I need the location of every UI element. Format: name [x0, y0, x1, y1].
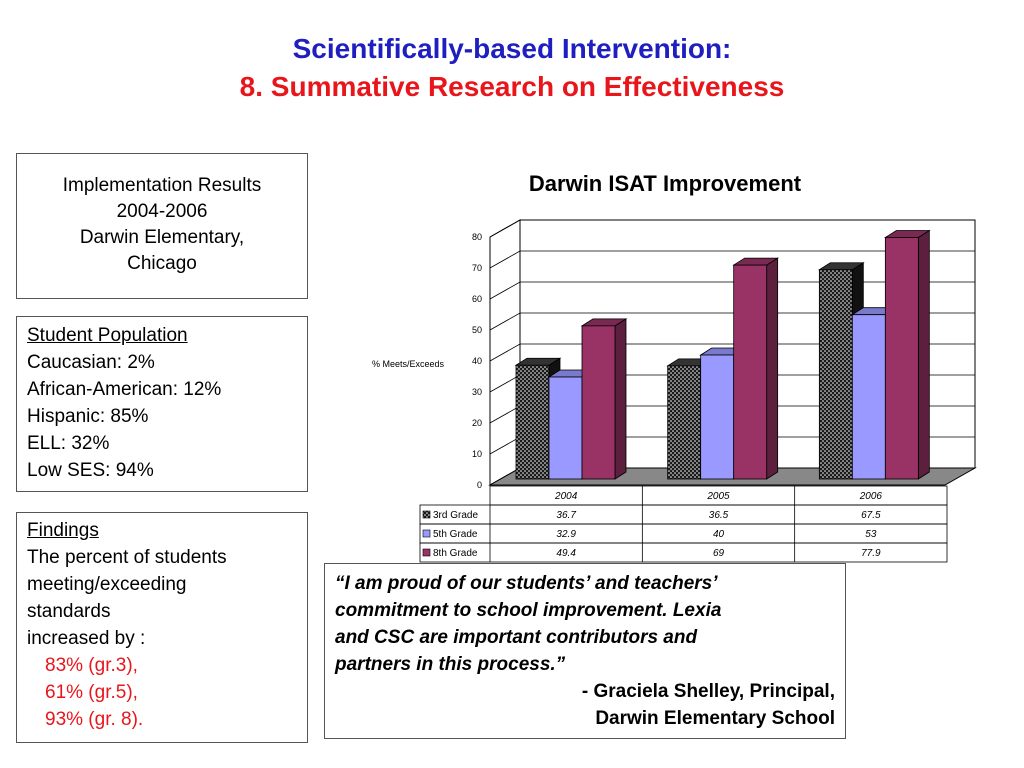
title-line-1: Scientifically-based Intervention: — [292, 33, 732, 64]
legend-swatch — [423, 530, 430, 537]
y-tick-label: 60 — [471, 294, 482, 304]
bar-side — [767, 258, 778, 479]
impl-line: Chicago — [127, 253, 197, 274]
population-line: Caucasian: 2% — [27, 352, 155, 373]
findings-highlight: 93% (gr. 8). — [45, 709, 144, 730]
principal-quote-box — [324, 563, 846, 739]
legend-label: 5th Grade — [433, 529, 478, 540]
y-tick-label: 50 — [471, 325, 482, 335]
bar-side — [918, 231, 929, 479]
findings-line: standards — [27, 601, 111, 622]
bar — [734, 265, 767, 479]
bar — [516, 365, 549, 479]
y-tick-label: 10 — [471, 449, 482, 459]
x-category-label: 2004 — [555, 491, 578, 502]
population-line: ELL: 32% — [27, 433, 110, 454]
y-tick-label: 80 — [471, 232, 482, 242]
quote-attribution: Darwin Elementary School — [595, 708, 835, 729]
data-label: 49.4 — [556, 548, 576, 559]
data-label: 36.5 — [708, 510, 729, 521]
data-label: 77.9 — [861, 548, 881, 559]
data-label: 69 — [712, 548, 725, 559]
findings-highlight: 61% (gr.5), — [45, 682, 138, 703]
population-line: African-American: 12% — [27, 379, 222, 400]
legend-swatch — [423, 549, 430, 556]
legend-swatch — [423, 511, 430, 518]
y-tick-label: 20 — [471, 418, 482, 428]
implementation-results-box — [16, 153, 308, 299]
impl-line: Darwin Elementary, — [79, 227, 245, 248]
findings-highlight: 83% (gr.3), — [45, 655, 138, 676]
x-category-label: 2005 — [707, 491, 730, 502]
findings-line: The percent of students — [27, 547, 227, 568]
x-category-label: 2006 — [859, 491, 882, 502]
population-heading: Student Population — [27, 325, 188, 346]
data-label: 40 — [712, 529, 725, 540]
findings-line: increased by : — [27, 628, 146, 649]
quote-line: partners in this process.” — [335, 654, 566, 675]
findings-heading: Findings — [27, 520, 99, 541]
impl-line: 2004-2006 — [116, 201, 208, 222]
y-tick-label: 40 — [471, 356, 482, 366]
bar-side — [615, 319, 626, 479]
quote-attribution: - Graciela Shelley, Principal, — [581, 681, 835, 702]
data-label: 67.5 — [861, 510, 881, 521]
data-label: 53 — [865, 529, 877, 540]
y-tick-label: 70 — [471, 263, 482, 273]
bar — [852, 315, 885, 479]
student-population-box — [16, 316, 308, 492]
chart-title: Darwin ISAT Improvement — [528, 171, 802, 196]
population-line: Hispanic: 85% — [27, 406, 149, 427]
y-tick-label: 0 — [476, 480, 482, 490]
bar — [819, 270, 852, 479]
findings-line: meeting/exceeding — [27, 574, 187, 595]
bar — [549, 377, 582, 479]
quote-line: commitment to school improvement. Lexia — [335, 600, 722, 621]
bar — [582, 326, 615, 479]
bar — [668, 366, 701, 479]
bar — [701, 355, 734, 479]
legend-label: 8th Grade — [433, 548, 478, 559]
quote-line: “I am proud of our students’ and teachers’ — [335, 573, 718, 594]
y-tick-label: 30 — [471, 387, 482, 397]
impl-line: Implementation Results — [62, 175, 262, 196]
data-label: 32.9 — [556, 529, 576, 540]
y-axis-label: % Meets/Exceeds — [371, 359, 445, 369]
findings-box — [16, 512, 308, 743]
population-line: Low SES: 94% — [27, 460, 154, 481]
data-label: 36.7 — [556, 510, 576, 521]
bar — [885, 238, 918, 479]
legend-label: 3rd Grade — [433, 510, 479, 521]
isat-bar-chart — [350, 160, 990, 600]
title-line-2: 8. Summative Research on Effectiveness — [239, 71, 785, 102]
quote-line: and CSC are important contributors and — [335, 627, 698, 648]
slide-title — [0, 30, 1024, 106]
